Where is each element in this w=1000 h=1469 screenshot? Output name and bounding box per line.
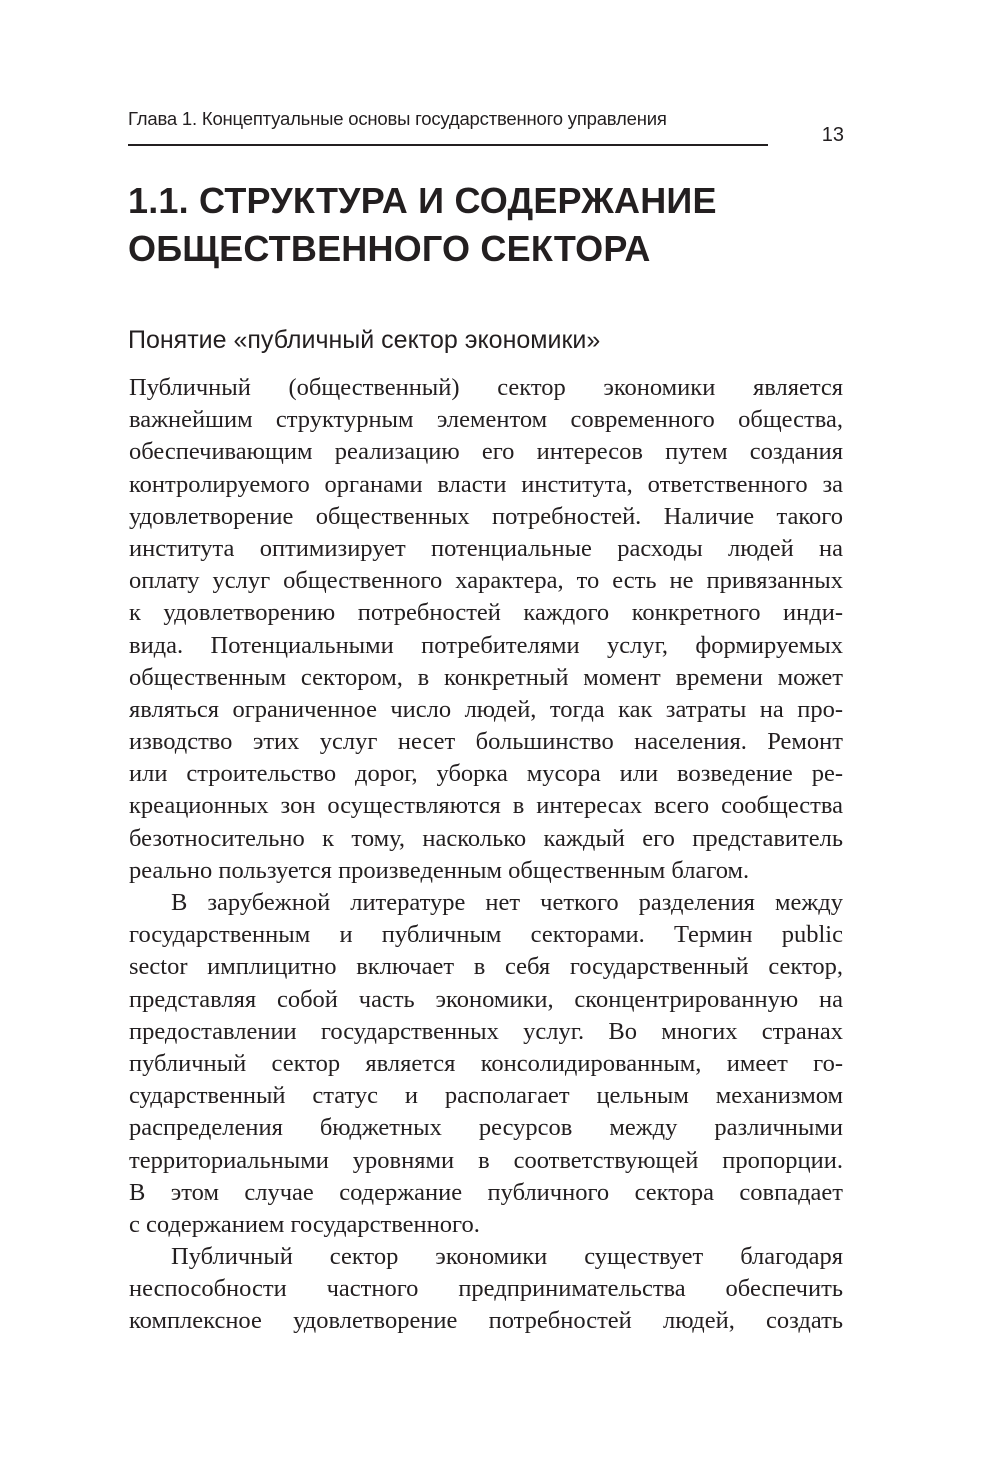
section-heading — [128, 177, 848, 273]
body-line: вида. Потенциальными потребителями услуг, формируемых — [129, 631, 843, 659]
body-line: обеспечивающим реализацию его интересов путем создания — [129, 438, 843, 466]
body-line: оплату услуг общественного характера, то есть не привязанных — [129, 567, 843, 595]
body-line: В зарубежной литературе нет четкого разделения между — [171, 889, 843, 916]
body-line: публичный сектор является консолидированным, имеет го- — [129, 1049, 843, 1077]
body-line: общественным сектором, в конкретный момент времени может — [129, 663, 843, 691]
body-line: Публичный сектор экономики существует благодаря — [171, 1243, 843, 1271]
subsection-heading: Понятие «публичный сектор экономики» — [128, 326, 601, 354]
body-line: или строительство дорог, уборка мусора или возведение ре- — [129, 760, 843, 788]
body-line: с содержанием государственного. — [129, 1210, 480, 1238]
body-line: В этом случае содержание публичного сектора совпадает — [129, 1178, 843, 1206]
body-line: представляя собой часть экономики, сконцентрированную на — [129, 985, 843, 1013]
body-line: института оптимизирует потенциальные расходы людей на — [129, 534, 843, 562]
body-line: сударственный статус и располагает цельным механизмом — [129, 1082, 843, 1110]
body-line: изводство этих услуг несет большинство населения. Ремонт — [129, 728, 843, 756]
body-line: являться ограниченное число людей, тогда как затраты на про- — [129, 695, 843, 723]
section-heading-line: ОБЩЕСТВЕННОГО СЕКТОРА — [128, 228, 651, 269]
body-line: к удовлетворению потребностей каждого конкретного инди- — [129, 599, 843, 627]
body-line: безотносительно к тому, насколько каждый его представитель — [129, 824, 843, 852]
body-line: реально пользуется произведенным общественным благом. — [129, 856, 750, 884]
section-heading-line: 1.1. СТРУКТУРА И СОДЕРЖАНИЕ — [128, 180, 717, 221]
body-line: sector имплицитно включает в себя государственный сектор, — [129, 953, 843, 981]
body-line: комплексное удовлетворение потребностей людей, создать — [129, 1307, 843, 1335]
body-text — [129, 372, 843, 1338]
body-line: контролируемого органами власти института, ответственного за — [129, 470, 843, 498]
body-line: территориальными уровнями в соответствующей пропорции. — [129, 1146, 843, 1174]
body-line: важнейшим структурным элементом современного общества, — [129, 406, 843, 434]
running-header — [128, 106, 768, 146]
body-line: государственным и публичным секторами. Термин public — [129, 921, 843, 949]
body-line: креационных зон осуществляются в интересах всего сообщества — [129, 792, 843, 820]
body-line: предоставлении государственных услуг. Во многих странах — [129, 1017, 843, 1045]
body-line: неспособности частного предпринимательства обеспечить — [129, 1275, 843, 1303]
page-number: 13 — [821, 124, 844, 146]
body-line: распределения бюджетных ресурсов между различными — [129, 1114, 843, 1142]
body-line: Публичный (общественный) сектор экономики является — [129, 374, 843, 401]
running-title: Глава 1. Концептуальные основы государственного управления — [128, 108, 667, 129]
body-line: удовлетворение общественных потребностей. Наличие такого — [129, 502, 843, 530]
